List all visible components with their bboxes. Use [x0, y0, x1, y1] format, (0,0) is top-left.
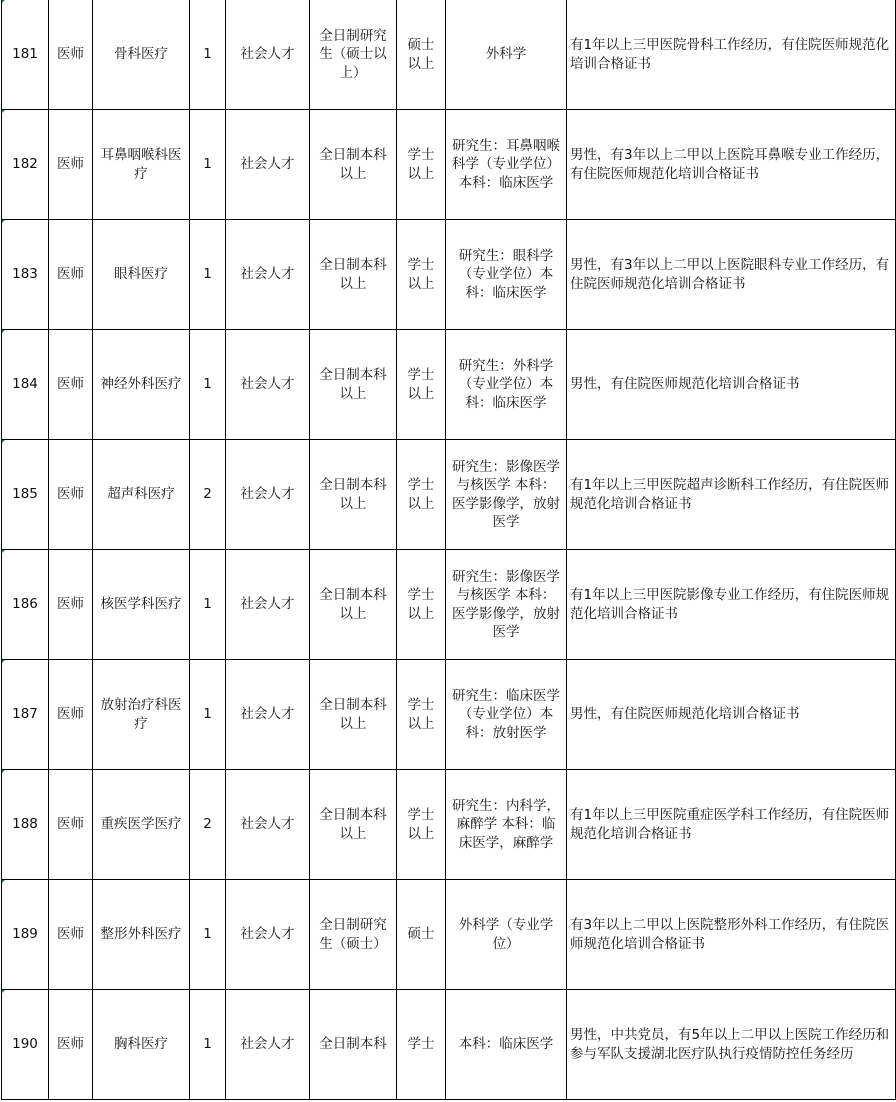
cell-post: 骨科医疗: [93, 0, 190, 110]
cell-target: 社会人才: [226, 660, 310, 770]
cell-count: 2: [190, 440, 226, 550]
cell-target: 社会人才: [226, 440, 310, 550]
cell-target: 社会人才: [226, 330, 310, 440]
cell-no: 188: [2, 770, 49, 880]
cell-major: 研究生：影像医学与核医学 本科：医学影像学，放射医学: [446, 440, 567, 550]
cell-type: 医师: [49, 110, 93, 220]
cell-count: 1: [190, 880, 226, 990]
cell-target: 社会人才: [226, 880, 310, 990]
cell-target: 社会人才: [226, 220, 310, 330]
cell-education: 全日制本科以上: [310, 110, 397, 220]
cell-requirements: 男性，有住院医师规范化培训合格证书: [567, 660, 896, 770]
cell-target: 社会人才: [226, 770, 310, 880]
cell-major: 研究生：眼科学（专业学位）本科：临床医学: [446, 220, 567, 330]
cell-requirements: 男性，有住院医师规范化培训合格证书: [567, 330, 896, 440]
cell-major: 研究生：临床医学（专业学位）本科：放射医学: [446, 660, 567, 770]
cell-count: 1: [190, 990, 226, 1100]
cell-education: 全日制本科以上: [310, 440, 397, 550]
cell-post: 核医学科医疗: [93, 550, 190, 660]
cell-major: 本科：临床医学: [446, 990, 567, 1100]
table-row: [2, 110, 896, 220]
cell-education: 全日制本科以上: [310, 770, 397, 880]
cell-major: 外科学（专业学位）: [446, 880, 567, 990]
cell-degree: 学士以上: [397, 330, 446, 440]
cell-requirements: 有1年以上三甲医院重症医学科工作经历，有住院医师规范化培训合格证书: [567, 770, 896, 880]
cell-count: 1: [190, 0, 226, 110]
cell-target: 社会人才: [226, 110, 310, 220]
cell-count: 1: [190, 660, 226, 770]
cell-post: 整形外科医疗: [93, 880, 190, 990]
cell-degree: 学士以上: [397, 770, 446, 880]
cell-type: 医师: [49, 220, 93, 330]
table-row: [2, 440, 896, 550]
cell-major: 研究生：内科学，麻醉学 本科：临床医学，麻醉学: [446, 770, 567, 880]
cell-requirements: 男性，有3年以上二甲以上医院耳鼻喉专业工作经历，有住院医师规范化培训合格证书: [567, 110, 896, 220]
cell-education: 全日制本科以上: [310, 220, 397, 330]
cell-major: 研究生：外科学（专业学位）本科：临床医学: [446, 330, 567, 440]
cell-post: 耳鼻咽喉科医疗: [93, 110, 190, 220]
cell-type: 医师: [49, 990, 93, 1100]
cell-degree: 学士以上: [397, 220, 446, 330]
cell-requirements: 男性，有3年以上二甲以上医院眼科专业工作经历，有住院医师规范化培训合格证书: [567, 220, 896, 330]
cell-post: 超声科医疗: [93, 440, 190, 550]
table-row: [2, 880, 896, 990]
cell-post: 放射治疗科医疗: [93, 660, 190, 770]
cell-no: 185: [2, 440, 49, 550]
cell-degree: 学士: [397, 990, 446, 1100]
cell-count: 1: [190, 550, 226, 660]
cell-degree: 学士以上: [397, 550, 446, 660]
cell-requirements: 有3年以上二甲以上医院整形外科工作经历，有住院医师规范化培训合格证书: [567, 880, 896, 990]
cell-requirements: 有1年以上三甲医院超声诊断科工作经历，有住院医师规范化培训合格证书: [567, 440, 896, 550]
table-row: [2, 220, 896, 330]
table-row: [2, 770, 896, 880]
cell-major: 研究生：耳鼻咽喉科学（专业学位）本科：临床医学: [446, 110, 567, 220]
cell-degree: 学士以上: [397, 110, 446, 220]
cell-requirements: 有1年以上三甲医院骨科工作经历，有住院医师规范化培训合格证书: [567, 0, 896, 110]
recruitment-table: [1, 0, 896, 1100]
cell-degree: 学士以上: [397, 660, 446, 770]
cell-no: 183: [2, 220, 49, 330]
table-row: [2, 660, 896, 770]
cell-target: 社会人才: [226, 990, 310, 1100]
cell-target: 社会人才: [226, 550, 310, 660]
cell-type: 医师: [49, 330, 93, 440]
cell-degree: 硕士以上: [397, 0, 446, 110]
cell-education: 全日制研究生（硕士以上）: [310, 0, 397, 110]
table-row: [2, 550, 896, 660]
cell-post: 胸科医疗: [93, 990, 190, 1100]
cell-no: 190: [2, 990, 49, 1100]
cell-type: 医师: [49, 440, 93, 550]
cell-type: 医师: [49, 880, 93, 990]
table-row: [2, 330, 896, 440]
table-row: [2, 0, 896, 110]
cell-type: 医师: [49, 0, 93, 110]
cell-no: 184: [2, 330, 49, 440]
cell-target: 社会人才: [226, 0, 310, 110]
cell-type: 医师: [49, 660, 93, 770]
cell-degree: 硕士: [397, 880, 446, 990]
cell-count: 2: [190, 770, 226, 880]
cell-no: 186: [2, 550, 49, 660]
cell-education: 全日制本科以上: [310, 660, 397, 770]
cell-major: 研究生：影像医学与核医学 本科：医学影像学，放射医学: [446, 550, 567, 660]
cell-post: 眼科医疗: [93, 220, 190, 330]
cell-post: 重疾医学医疗: [93, 770, 190, 880]
cell-count: 1: [190, 220, 226, 330]
cell-education: 全日制本科: [310, 990, 397, 1100]
cell-education: 全日制本科以上: [310, 330, 397, 440]
cell-type: 医师: [49, 550, 93, 660]
cell-no: 182: [2, 110, 49, 220]
cell-count: 1: [190, 330, 226, 440]
cell-degree: 学士以上: [397, 440, 446, 550]
cell-post: 神经外科医疗: [93, 330, 190, 440]
table-row: [2, 990, 896, 1100]
cell-no: 181: [2, 0, 49, 110]
cell-type: 医师: [49, 770, 93, 880]
cell-education: 全日制本科以上: [310, 550, 397, 660]
cell-major: 外科学: [446, 0, 567, 110]
cell-requirements: 有1年以上三甲医院影像专业工作经历，有住院医师规范化培训合格证书: [567, 550, 896, 660]
cell-no: 187: [2, 660, 49, 770]
cell-no: 189: [2, 880, 49, 990]
cell-requirements: 男性，中共党员，有5年以上二甲以上医院工作经历和参与军队支援湖北医疗队执行疫情防控任务经历: [567, 990, 896, 1100]
cell-education: 全日制研究生（硕士）: [310, 880, 397, 990]
cell-count: 1: [190, 110, 226, 220]
